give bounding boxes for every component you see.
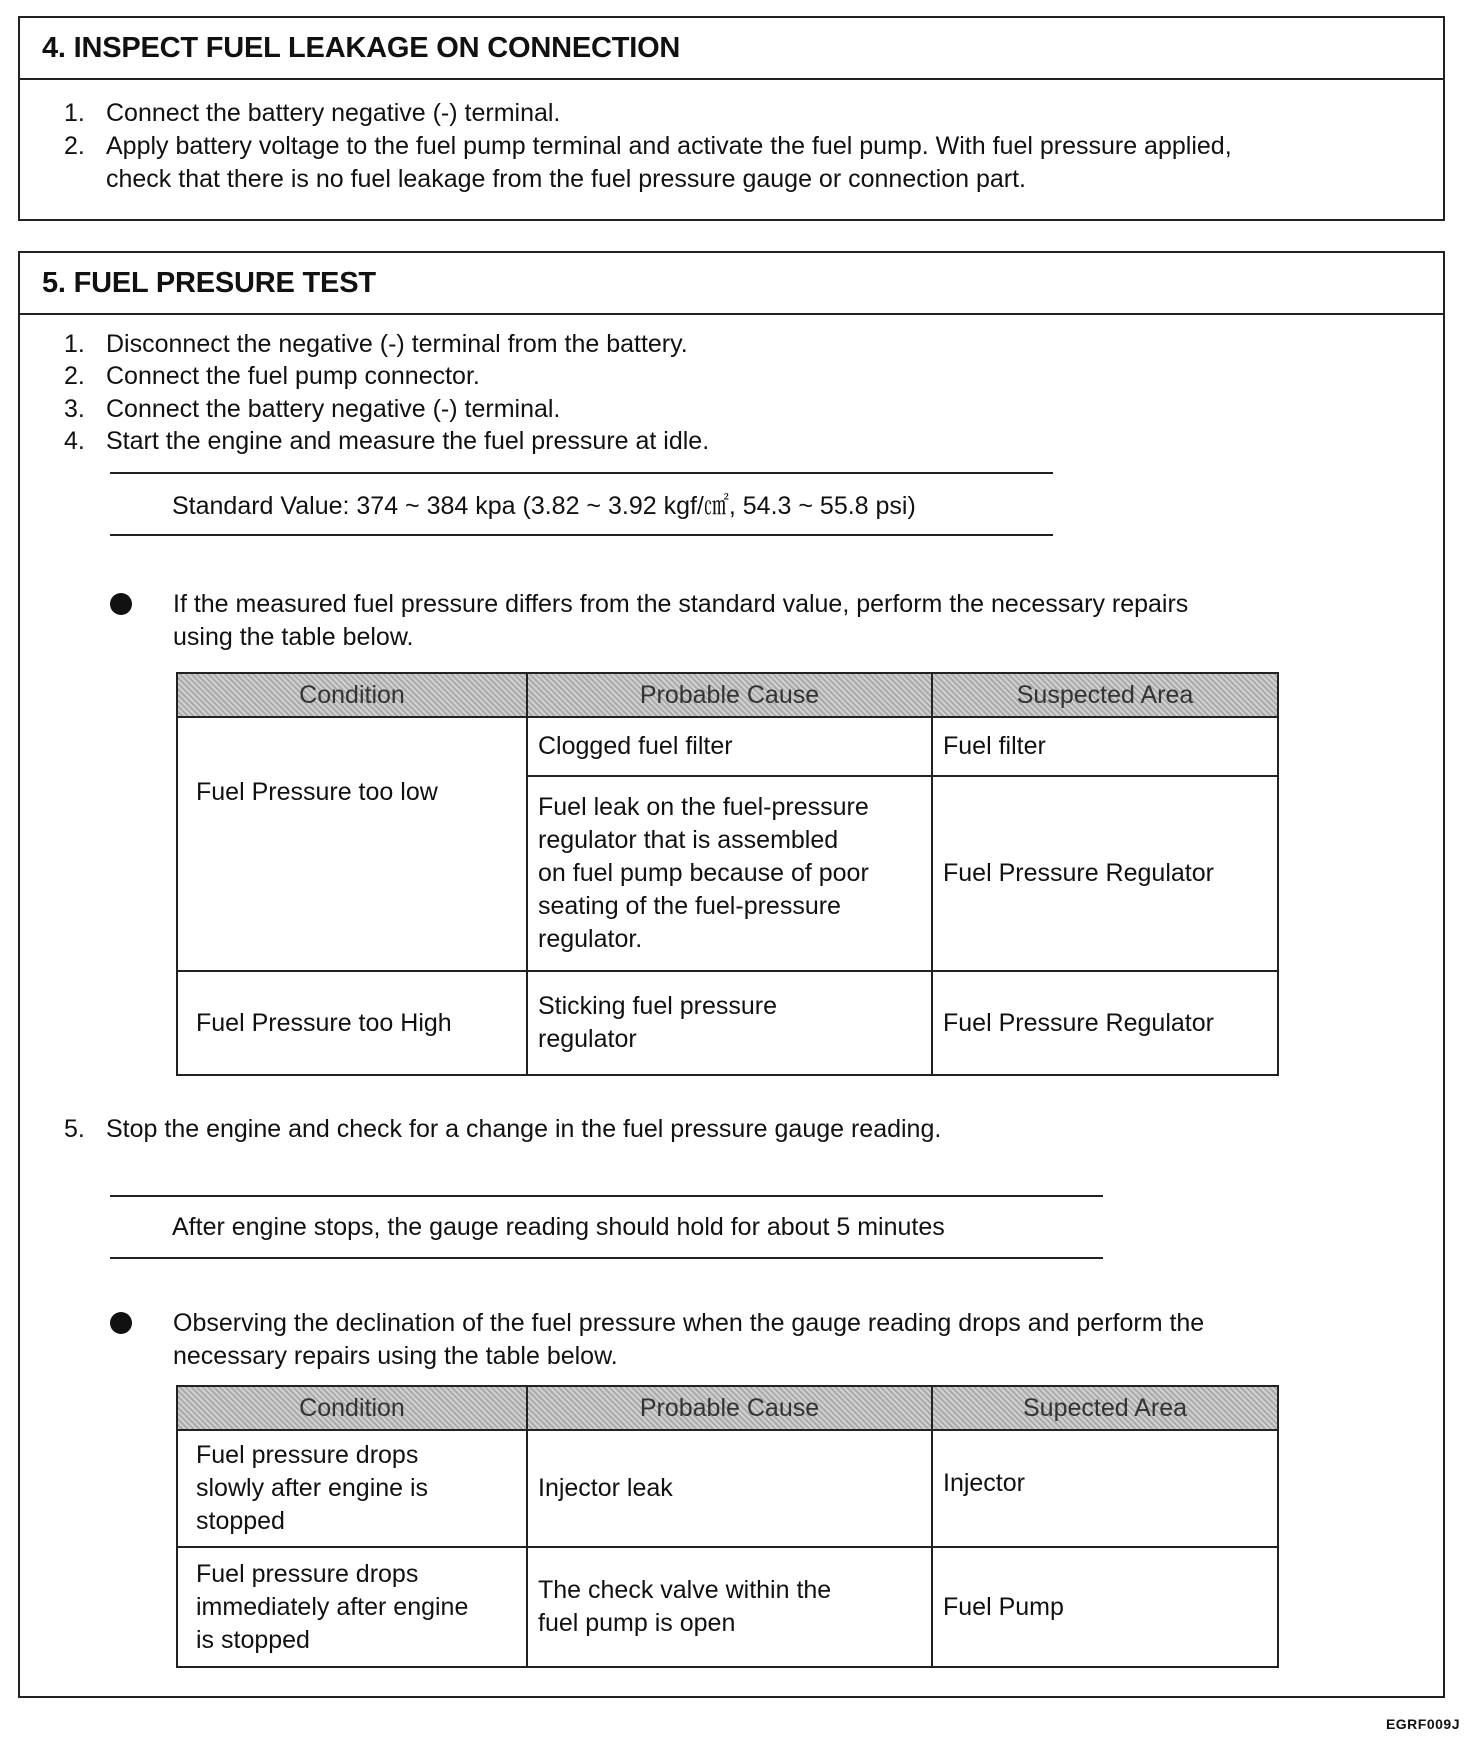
step-text: Connect the fuel pump connector. — [106, 362, 480, 390]
column-header: Condition — [177, 673, 527, 717]
step-text: Stop the engine and check for a change in the fuel pressure gauge reading. — [106, 1115, 942, 1143]
table-row — [177, 717, 1278, 776]
condition-cell: Fuel pressure drops slowly after engine is stopped — [177, 1430, 527, 1547]
step-number: 4. — [64, 427, 85, 455]
section-4-title: 4. INSPECT FUEL LEAKAGE ON CONNECTION — [20, 18, 1443, 80]
area-cell: Injector — [932, 1430, 1278, 1547]
area-cell: Fuel Pressure Regulator — [932, 776, 1278, 971]
step-text: Connect the battery negative (-) terminal. — [106, 395, 561, 423]
table-row — [177, 971, 1278, 1075]
step-number: 1. — [64, 330, 85, 358]
column-header: Condition — [177, 1386, 527, 1430]
table-row — [177, 1430, 1278, 1547]
cause-cell: Injector leak — [527, 1430, 932, 1547]
section-5-box — [18, 251, 1445, 1698]
column-header: Probable Cause — [527, 1386, 932, 1430]
area-cell: Fuel Pressure Regulator — [932, 971, 1278, 1075]
column-header: Probable Cause — [527, 673, 932, 717]
step-text: Disconnect the negative (-) terminal from the battery. — [106, 330, 688, 358]
condition-cell: Fuel Pressure too low — [177, 717, 527, 971]
table-row — [177, 1547, 1278, 1667]
step-text-continued: check that there is no fuel leakage from the fuel pressure gauge or connection part. — [106, 165, 1026, 193]
bullet-icon — [110, 593, 132, 615]
cause-cell: Fuel leak on the fuel-pressure regulator that is assembled on fuel pump because of poor seating of the fuel-pressure regulator. — [527, 776, 932, 971]
repair-note-1: If the measured fuel pressure differs from the standard value, perform the necessary repairs using the table below. — [173, 590, 1189, 651]
cause-cell: Sticking fuel pressure regulator — [527, 971, 932, 1075]
step-number: 5. — [64, 1115, 85, 1143]
pressure-diagnosis-table — [176, 672, 1279, 1076]
repair-note-2: Observing the declination of the fuel pressure when the gauge reading drops and perform the necessary repairs using the table below. — [173, 1309, 1205, 1370]
step-text: Apply battery voltage to the fuel pump terminal and activate the fuel pump. With fuel pressure applied, — [106, 132, 1232, 160]
step-number: 3. — [64, 395, 85, 423]
section-4-box — [18, 16, 1445, 221]
step-number: 2. — [64, 132, 85, 160]
pressure-drop-table — [176, 1385, 1279, 1668]
condition-cell: Fuel Pressure too High — [177, 971, 527, 1075]
standard-value: Standard Value: 374 ~ 384 kpa (3.82 ~ 3.92 kgf/㎠, 54.3 ~ 55.8 psi) — [110, 472, 1053, 536]
cause-cell: The check valve within the fuel pump is open — [527, 1547, 932, 1667]
area-cell: Fuel Pump — [932, 1547, 1278, 1667]
section-5-title: 5. FUEL PRESURE TEST — [20, 253, 1443, 315]
figure-code: EGRF009J — [1385, 1716, 1460, 1732]
area-cell: Fuel filter — [932, 717, 1278, 776]
cause-cell: Clogged fuel filter — [527, 717, 932, 776]
column-header: Supected Area — [932, 1386, 1278, 1430]
bullet-icon — [110, 1312, 132, 1334]
step-text: Connect the battery negative (-) terminal. — [106, 99, 561, 127]
condition-cell: Fuel pressure drops immediately after engine is stopped — [177, 1547, 527, 1667]
step-number: 2. — [64, 362, 85, 390]
hold-note: After engine stops, the gauge reading should hold for about 5 minutes — [110, 1195, 1103, 1259]
step-text: Start the engine and measure the fuel pressure at idle. — [106, 427, 710, 455]
column-header: Suspected Area — [932, 673, 1278, 717]
step-number: 1. — [64, 99, 85, 127]
